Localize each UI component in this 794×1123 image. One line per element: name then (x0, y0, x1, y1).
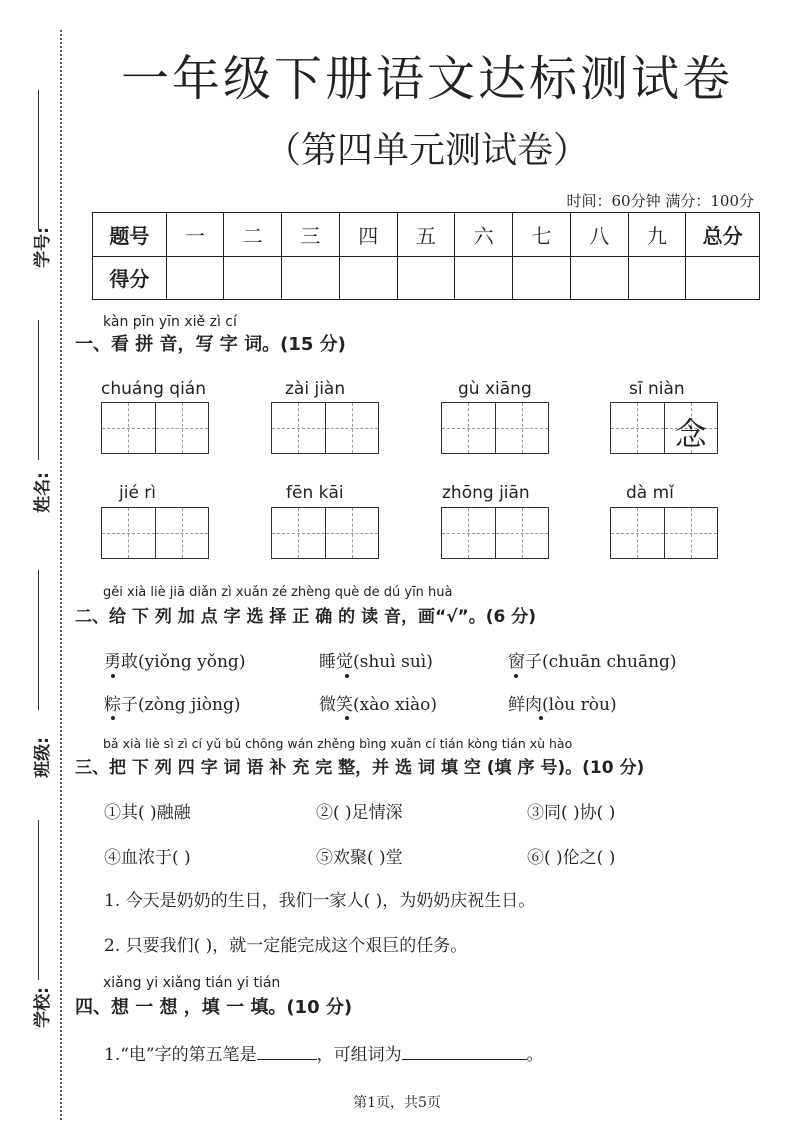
score-row-label: 得分 (93, 256, 167, 300)
idiom-option[interactable]: ④血浓于( ) (104, 848, 191, 868)
word-pinyin: gù xiāng (458, 379, 532, 399)
stroke-question (104, 1040, 544, 1065)
score-header-cell: 三 (282, 213, 340, 257)
answer-blank[interactable] (257, 1059, 317, 1060)
score-cell[interactable] (455, 256, 513, 300)
writing-grid[interactable] (610, 507, 718, 559)
emphasis-dot (111, 674, 115, 678)
school-line (38, 820, 39, 980)
word-pinyin: dà mǐ (626, 483, 674, 503)
stroke-question-text: 1.“电”字的第五笔是 (104, 1045, 257, 1065)
section1-pinyin: kàn pīn yīn xiě zì cí (103, 314, 237, 330)
page-title: 一年级下册语文达标测试卷 (120, 51, 733, 107)
reading-item[interactable]: 睡觉(shuì suì) (319, 652, 433, 672)
writing-grid[interactable] (441, 402, 549, 454)
writing-grid[interactable] (271, 507, 379, 559)
idiom-option[interactable]: ③同( )协( ) (527, 803, 616, 823)
score-header-cell: 总分 (686, 213, 760, 257)
section2-pinyin: gěi xià liè jiā diǎn zì xuǎn zé zhèng què de dú yīn huà (103, 585, 453, 600)
grid-char: 念 (674, 415, 707, 453)
word-pinyin: zhōng jiān (442, 483, 530, 503)
writing-grid[interactable] (101, 507, 209, 559)
score-header-cell: 八 (570, 213, 628, 257)
score-table-score-row (93, 256, 760, 300)
school-label: 学校: (32, 987, 53, 1028)
class-line (38, 570, 39, 710)
section1-title: 一、看 拼 音，写 字 词。(15 分) (75, 334, 346, 355)
section3-title: 三、把 下 列 四 字 词 语 补 充 完 整，并 选 词 填 空 (填 序 号)。(10 分) (75, 758, 645, 778)
stroke-question-text-2: ，可组词为 (316, 1045, 402, 1065)
score-cell[interactable] (628, 256, 686, 300)
idiom-option[interactable]: ②( )足情深 (316, 803, 403, 823)
score-cell[interactable] (282, 256, 340, 300)
word-pinyin: sī niàn (629, 379, 685, 399)
fill-question-2[interactable]: 2. 只要我们( )，就一定能完成这个艰巨的任务。 (104, 936, 468, 956)
section2-title: 二、给 下 列 加 点 字 选 择 正 确 的 读 音，画“√”。(6 分) (75, 607, 536, 627)
score-header-cell: 二 (224, 213, 282, 257)
writing-grid[interactable] (441, 507, 549, 559)
score-header-cell: 六 (455, 213, 513, 257)
score-header-cell: 四 (339, 213, 397, 257)
idiom-option[interactable]: ⑤欢聚( )堂 (316, 848, 403, 868)
reading-item[interactable]: 勇敢(yiǒng yǒng) (104, 652, 246, 672)
name-line (38, 320, 39, 460)
page-subtitle: （第四单元测试卷） (264, 130, 589, 171)
idiom-option[interactable]: ①其( )融融 (104, 803, 191, 823)
reading-item[interactable]: 窗子(chuān chuāng) (508, 652, 677, 672)
stroke-question-end: 。 (526, 1045, 544, 1065)
score-table-header-row (93, 213, 760, 257)
score-header-cell: 五 (397, 213, 455, 257)
word-pinyin: jié rì (119, 483, 157, 503)
idiom-option[interactable]: ⑥( )伦之( ) (527, 848, 616, 868)
score-header-cell: 七 (513, 213, 571, 257)
word-pinyin: fēn kāi (286, 483, 344, 503)
emphasis-dot (345, 716, 349, 720)
score-cell[interactable] (686, 256, 760, 300)
class-label: 班级: (32, 737, 53, 778)
name-label: 姓名: (32, 472, 53, 513)
page-footer: 第1页，共5页 (353, 1095, 441, 1111)
score-cell[interactable] (166, 256, 224, 300)
reading-item[interactable]: 微笑(xào xiào) (319, 695, 438, 715)
fill-question-1[interactable]: 1. 今天是奶奶的生日，我们一家人( )，为奶奶庆祝生日。 (104, 891, 536, 911)
writing-grid[interactable] (101, 402, 209, 454)
reading-item[interactable]: 粽子(zòng jiòng) (104, 695, 241, 715)
emphasis-dot (111, 716, 115, 720)
word-pinyin: zài jiàn (285, 379, 346, 399)
score-header-cell: 一 (166, 213, 224, 257)
emphasis-dot (345, 674, 349, 678)
section3-pinyin: bǎ xià liè sì zì cí yǔ bǔ chōng wán zhěng bìng xuǎn cí tián kòng tián xù hào (103, 736, 573, 751)
score-cell[interactable] (397, 256, 455, 300)
word-pinyin: chuáng qián (101, 379, 206, 399)
section4-pinyin: xiǎng yi xiǎng tián yi tián (103, 975, 281, 991)
score-cell[interactable] (513, 256, 571, 300)
emphasis-dot (539, 716, 543, 720)
score-header-cell: 九 (628, 213, 686, 257)
score-table (92, 212, 760, 300)
student-id-line (38, 90, 39, 230)
score-cell[interactable] (339, 256, 397, 300)
binding-dashed-line (60, 30, 62, 1120)
time-info: 时间：60分钟 满分：100分 (566, 192, 754, 210)
section4-title: 四、想 一 想 ，填 一 填。(10 分) (75, 997, 353, 1018)
reading-item[interactable]: 鲜肉(lòu ròu) (508, 695, 617, 715)
score-header-cell: 题号 (93, 213, 167, 257)
score-cell[interactable] (224, 256, 282, 300)
student-id-label: 学号: (32, 227, 53, 268)
writing-grid[interactable] (610, 402, 718, 454)
emphasis-dot (514, 674, 518, 678)
writing-grid[interactable] (271, 402, 379, 454)
answer-blank[interactable] (402, 1059, 527, 1060)
score-cell[interactable] (570, 256, 628, 300)
